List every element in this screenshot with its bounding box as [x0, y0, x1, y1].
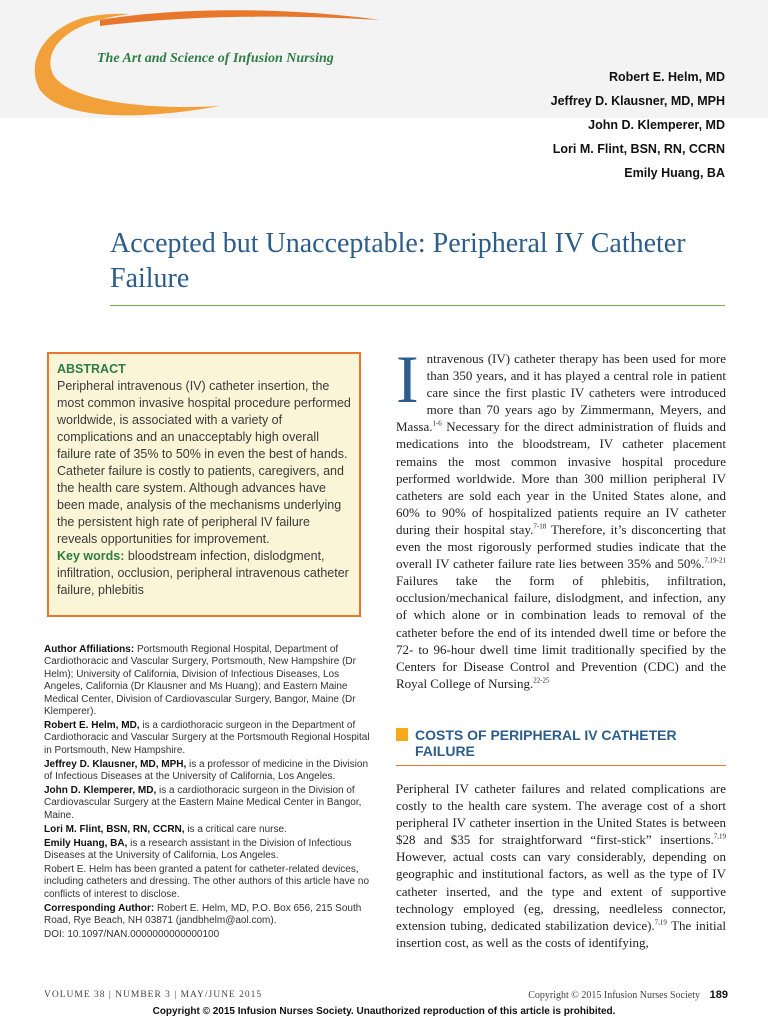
body-paragraph-costs: [396, 780, 726, 951]
affiliation-text: Portsmouth Regional Hospital, Department of Cardiothoracic and Vascular Surgery, Portsmouth, New Hampshire (Dr Helm); University of California, Division of Infectious Diseases, Los Angeles, California (Dr Klausner and Ms Huang); and Eastern Maine Medical Center, Division of Cardiovascular Surgery, Bangor, Maine (Dr Klemperer).: [44, 644, 356, 718]
bio-text: is a professor of medicine in the Division of Infectious Diseases at the University of California, Los Angeles.: [44, 758, 369, 783]
body-text: Necessary for the direct administration of fluids and medications into the bloodstream, IV catheter placement remains the most common invasive hospital procedure performed worldwide. More than 300 million peripheral IV catheters are sold each year in the United States alone, and 60% to 90% of hospitalized patients require an IV catheter during their hospital stay.: [396, 419, 726, 537]
citation: 1-6: [432, 420, 442, 429]
body-text: The initial insertion cost, as well as the costs of identifying,: [396, 917, 726, 950]
body-text: Failures take the form of phlebitis, infiltration, occlusion/mechanical failure, dislodgment, and infection, any of which alone or in combination leads to removal of the catheter before the end of its intended dwell time or before the 72- to 96-hour dwell time limit traditionally specified by the Centers for Disease Control and Prevention (CDC) and the Royal College of Nursing.: [396, 573, 726, 691]
citation: 7,19-21: [704, 556, 726, 565]
abstract-box: [47, 352, 361, 617]
author-name: Lori M. Flint, BSN, RN, CCRN: [552, 142, 725, 156]
author-bio: [44, 720, 374, 757]
body-text: Therefore, it’s disconcerting that even the most rigorously performed studies indicate that the overall IV catheter failure rate lies between 35% and 50%.: [396, 521, 726, 572]
reproduction-notice: Copyright © 2015 Infusion Nurses Society. Unauthorized reproduction of this article is prohibited.: [152, 1006, 616, 1017]
author-bio: [44, 824, 374, 836]
body-text: ntravenous (IV) catheter therapy has been used for more than 350 years, and it has played a central role in patient care since the first plastic IV catheters were introduced more than 70 years ago by Zimmermann, Meyers, and Massa.: [396, 351, 726, 435]
author-name: Robert E. Helm, MD: [609, 70, 725, 84]
affiliation-paragraph: [44, 644, 374, 718]
abstract-heading: ABSTRACT: [57, 362, 126, 376]
author-name: Emily Huang, BA: [624, 166, 725, 180]
bio-text: is a research assistant in the Division of Infectious Diseases at the University of California, Los Angeles.: [44, 837, 352, 861]
volume-line: VOLUME 38 | NUMBER 3 | MAY/JUNE 2015: [44, 990, 263, 1000]
author-bio: [44, 785, 374, 822]
citation: 7,19: [713, 832, 726, 841]
section-bullet-icon: [396, 728, 408, 741]
author-name: Jeffrey D. Klausner, MD, MPH: [550, 94, 725, 108]
doi: DOI: 10.1097/NAN.0000000000000100: [44, 928, 220, 940]
author-list: [551, 69, 725, 189]
bio-name: Emily Huang, BA,: [44, 837, 128, 849]
abstract-body: [57, 378, 351, 599]
author-bio: [44, 759, 374, 784]
body-text: Peripheral IV catheter failures and related complications are costly to the health care system. The average cost of a short peripheral IV catheter insertion in the United States is between $28 and $35 for straightforward “first-stick” insertions.: [396, 781, 726, 848]
footer-copyright: Copyright © 2015 Infusion Nurses Society: [528, 990, 700, 1001]
corresponding-author: [44, 903, 374, 928]
bio-name: Lori M. Flint, BSN, RN, CCRN,: [44, 823, 185, 835]
page-footer: [44, 990, 728, 1004]
section-heading: [396, 727, 726, 759]
citation: 22-25: [533, 676, 550, 685]
section-divider: [396, 765, 726, 766]
section-heading-text: COSTS OF PERIPHERAL IV CATHETER FAILURE: [415, 727, 677, 759]
citation: 7,19: [654, 918, 667, 927]
title-divider: [110, 305, 725, 306]
author-name: John D. Klemperer, MD: [588, 118, 725, 132]
keywords-text: bloodstream infection, dislodgment, infiltration, occlusion, peripheral intravenous catheter failure, phlebitis: [57, 549, 349, 597]
drop-cap: I: [396, 341, 419, 417]
corresponding-text: Robert E. Helm, MD, P.O. Box 656, 215 South Road, Rye Beach, NH 03871 (jandbhelm@aol.com).: [44, 902, 362, 927]
abstract-text: Peripheral intravenous (IV) catheter insertion, the most common invasive hospital procedure performed worldwide, is associated with a variety of complications and an unacceptably high overall failure rate of 35% to 50% in even the best of hands. Catheter failure is costly to patients, caregivers, and the health care system. Although advances have been made, analysis of the mechanisms underlying the persistent high rate of peripheral IV failure reveals opportunities for improvement.: [57, 379, 351, 546]
page-number: 189: [709, 989, 728, 1001]
keywords-label: Key words:: [57, 549, 125, 563]
bio-text: is a cardiothoracic surgeon in the Department of Cardiothoracic and Vascular Surgery at the Portsmouth Regional Hospital in Portsmouth, New Hampshire.: [44, 719, 370, 756]
article-title: Accepted but Unacceptable: Peripheral IV Catheter Failure: [110, 228, 686, 294]
bio-name: Robert E. Helm, MD,: [44, 719, 140, 731]
corresponding-label: Corresponding Author:: [44, 902, 155, 914]
author-bio: [44, 838, 374, 863]
bio-name: Jeffrey D. Klausner, MD, MPH,: [44, 758, 187, 770]
author-affiliations: [44, 644, 374, 943]
body-paragraph-intro: [396, 341, 726, 692]
body-text: However, actual costs can vary considerably, depending on geographic and institutional factors, as well as the type of IV catheter inserted, and the type and extent of supportive technology employed (eg, dressing, needleless connector, extension tubing, dedicated stabilization device).: [396, 849, 726, 933]
bio-text: is a cardiothoracic surgeon in the Division of Cardiovascular Surgery at the Eastern Maine Medical Center in Bangor, Maine.: [44, 784, 362, 821]
bio-text: is a critical care nurse.: [187, 823, 287, 835]
citation: 7-18: [533, 522, 547, 531]
bio-name: John D. Klemperer, MD,: [44, 784, 157, 796]
affiliation-label: Author Affiliations:: [44, 644, 135, 655]
journal-name: The Art and Science of Infusion Nursing: [97, 51, 334, 66]
disclosure: Robert E. Helm has been granted a patent for catheter-related devices, including catheters and dressing. The other authors of this article have no conflicts of interest to disclose.: [44, 863, 370, 900]
